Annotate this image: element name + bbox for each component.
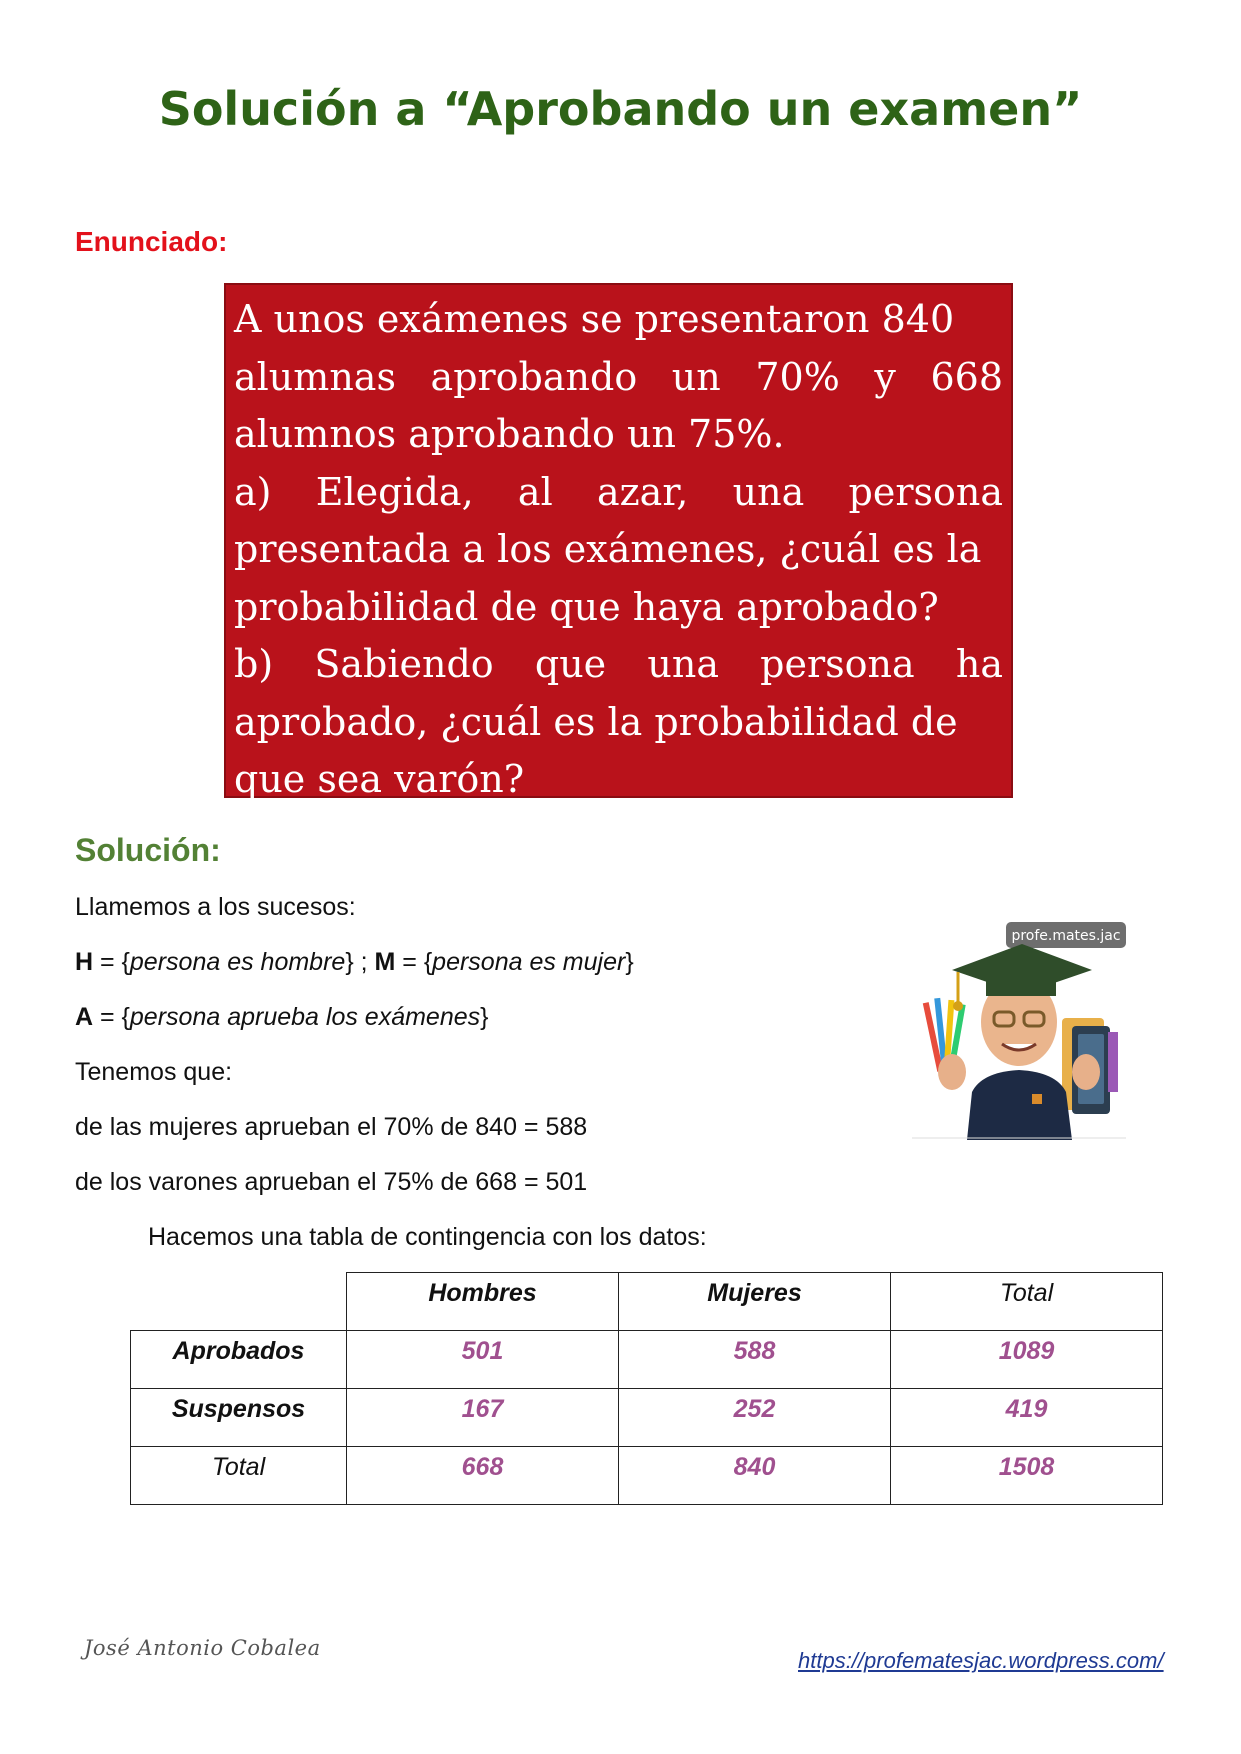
table-cell: 167 [347,1389,619,1447]
events-h-m [75,948,634,977]
intro-text: Llamemos a los sucesos: [75,893,356,921]
table-intro-text: Hacemos una tabla de contingencia con los datos: [148,1223,707,1251]
statement-line: aprobado, ¿cuál es la probabilidad de [234,699,958,744]
statement-line: probabilidad de que haya aprobado? [234,584,939,629]
event-h-label: H [75,948,94,976]
event-m-text: persona es mujer [432,948,626,976]
event-m-eq: = { [395,948,433,976]
table-row [131,1447,1163,1505]
statement-line: presentada a los exámenes, ¿cuál es la [234,527,982,571]
avatar-hand-right [1072,1054,1100,1090]
avatar-badge-text: profe.mates.jac [1011,928,1121,944]
table-cell: 1508 [891,1447,1163,1505]
statement-line: A unos exámenes se presentaron 840 [234,297,955,341]
contingency-table [130,1272,1163,1505]
event-h-eq: = { [93,948,130,976]
author-signature: José Antonio Cobalea [84,1636,321,1660]
statement-line: alumnas aprobando un 70% y 668 [234,354,1003,399]
varones-line: de los varones aprueban el 75% de 668 = 501 [75,1168,588,1196]
event-m-label: M [374,948,396,976]
event-m-close: } [625,948,634,976]
row-label: Total [131,1447,347,1505]
statement-line: que sea varón? [234,757,525,801]
table-header: Mujeres [619,1273,891,1331]
page-title: Solución a “Aprobando un examen” [158,82,1083,136]
event-h-text: persona es hombre [129,948,346,976]
event-a-text: persona aprueba los exámenes [129,1003,481,1031]
event-a-label: A [75,1003,94,1031]
table-header-row [131,1273,1163,1331]
event-a-close: } [480,1003,489,1031]
table-row [131,1389,1163,1447]
row-label: Aprobados [131,1331,347,1389]
problem-statement-box [224,283,1013,801]
table-cell: 840 [619,1447,891,1505]
event-a [75,1003,489,1032]
table-cell: 668 [347,1447,619,1505]
statement-line: a) Elegida, al azar, una persona [234,469,1003,514]
tenemos-text: Tenemos que: [75,1058,233,1086]
table-cell: 501 [347,1331,619,1389]
avatar-hand-left [938,1054,966,1090]
table-cell: 419 [891,1389,1163,1447]
table-row [131,1331,1163,1389]
table-corner-cell [131,1273,347,1331]
table-cell: 252 [619,1389,891,1447]
table-cell: 588 [619,1331,891,1389]
enunciado-heading: Enunciado: [75,226,228,257]
solucion-heading: Solución: [75,832,221,868]
table-cell: 1089 [891,1331,1163,1389]
mujeres-line: de las mujeres aprueban el 70% de 840 = 588 [75,1113,588,1141]
table-header: Total [891,1273,1163,1331]
teacher-avatar [912,922,1126,1140]
statement-line: alumnos aprobando un 75%. [234,412,785,456]
event-a-eq: = { [93,1003,130,1031]
statement-line: b) Sabiendo que una persona ha [234,642,1003,686]
website-link[interactable]: https://profematesjac.wordpress.com/ [798,1648,1164,1673]
row-label: Suspensos [131,1389,347,1447]
event-h-close: } ; [345,948,375,976]
avatar-shirt [967,1070,1072,1140]
table-header: Hombres [347,1273,619,1331]
